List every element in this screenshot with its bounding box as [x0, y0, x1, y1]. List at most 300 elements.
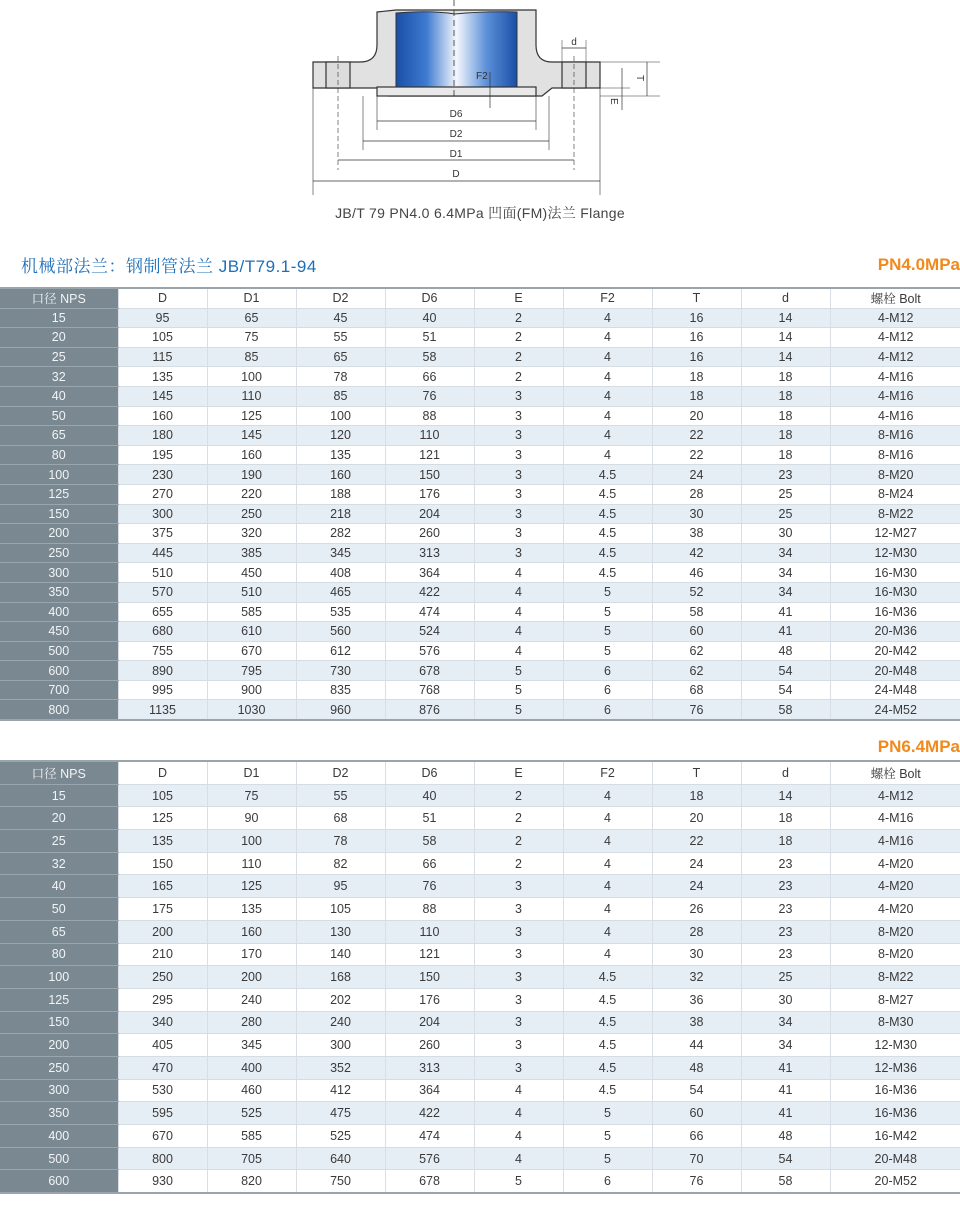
- table-cell: 820: [207, 1170, 296, 1193]
- table-cell: 54: [741, 661, 830, 681]
- label-d1: D1: [449, 149, 463, 160]
- table-cell: 100: [296, 406, 385, 426]
- table-cell: 460: [207, 1079, 296, 1102]
- table-cell: 2: [474, 347, 563, 367]
- table-cell: 135: [207, 898, 296, 921]
- table-cell: 38: [652, 524, 741, 544]
- table-row: [0, 830, 960, 853]
- table-cell: 6: [563, 661, 652, 681]
- table-cell: 890: [118, 661, 207, 681]
- table-cell: 4-M12: [830, 328, 960, 348]
- table-cell: 5: [563, 641, 652, 661]
- table-cell: 4: [563, 920, 652, 943]
- table-cell: 200: [207, 966, 296, 989]
- table-cell: 385: [207, 543, 296, 563]
- table-cell: 100: [207, 367, 296, 387]
- table-cell: 4.5: [563, 543, 652, 563]
- table-header-row: [0, 288, 960, 308]
- table-cell: 41: [741, 1056, 830, 1079]
- nps-cell: 50: [0, 898, 118, 921]
- table-cell: 200: [118, 920, 207, 943]
- table-cell: 18: [741, 406, 830, 426]
- table-cell: 470: [118, 1056, 207, 1079]
- table-cell: 3: [474, 484, 563, 504]
- table-cell: 12-M36: [830, 1056, 960, 1079]
- table-cell: 560: [296, 622, 385, 642]
- table-cell: 240: [296, 1011, 385, 1034]
- table-cell: 4-M12: [830, 347, 960, 367]
- table-row: [0, 465, 960, 485]
- table-cell: 23: [741, 920, 830, 943]
- table-cell: 3: [474, 543, 563, 563]
- table-row: [0, 807, 960, 830]
- table-cell: 3: [474, 524, 563, 544]
- table-cell: 345: [296, 543, 385, 563]
- table-cell: 44: [652, 1034, 741, 1057]
- table-cell: 218: [296, 504, 385, 524]
- section-title: 机械部法兰：钢制管法兰 JB/T79.1-94: [21, 257, 317, 276]
- table-cell: 230: [118, 465, 207, 485]
- table-cell: 58: [741, 1170, 830, 1193]
- table-cell: 58: [385, 830, 474, 853]
- table-cell: 48: [741, 1125, 830, 1148]
- table-cell: 4: [563, 830, 652, 853]
- table-cell: 4: [474, 622, 563, 642]
- nps-cell: 450: [0, 622, 118, 642]
- table-row: [0, 426, 960, 446]
- nps-cell: 200: [0, 1034, 118, 1057]
- table-cell: 930: [118, 1170, 207, 1193]
- table-cell: 8-M22: [830, 966, 960, 989]
- nps-cell: 32: [0, 852, 118, 875]
- table-row: [0, 1102, 960, 1125]
- table-cell: 612: [296, 641, 385, 661]
- table-cell: 135: [296, 445, 385, 465]
- table-cell: 25: [741, 484, 830, 504]
- nps-cell: 125: [0, 988, 118, 1011]
- table-cell: 960: [296, 700, 385, 720]
- nps-cell: 400: [0, 602, 118, 622]
- table-cell: 412: [296, 1079, 385, 1102]
- table-cell: 755: [118, 641, 207, 661]
- table-row: [0, 386, 960, 406]
- table-cell: 8-M30: [830, 1011, 960, 1034]
- table-cell: 16-M42: [830, 1125, 960, 1148]
- table-row: [0, 920, 960, 943]
- table-cell: 2: [474, 830, 563, 853]
- table-cell: 16-M30: [830, 582, 960, 602]
- table-cell: 640: [296, 1147, 385, 1170]
- table-cell: 25: [741, 966, 830, 989]
- table-cell: 22: [652, 445, 741, 465]
- nps-cell: 500: [0, 1147, 118, 1170]
- table-cell: 20-M36: [830, 622, 960, 642]
- table-cell: 76: [385, 386, 474, 406]
- table-cell: 8-M20: [830, 465, 960, 485]
- table-cell: 4-M16: [830, 367, 960, 387]
- table-cell: 300: [118, 504, 207, 524]
- column-header: 口径 NPS: [0, 288, 118, 308]
- table-row: [0, 784, 960, 807]
- table-cell: 210: [118, 943, 207, 966]
- table-cell: 160: [207, 445, 296, 465]
- table-cell: 22: [652, 830, 741, 853]
- nps-cell: 125: [0, 484, 118, 504]
- table-cell: 4: [563, 445, 652, 465]
- table-cell: 32: [652, 966, 741, 989]
- table-cell: 2: [474, 308, 563, 328]
- table-cell: 5: [563, 602, 652, 622]
- table-cell: 20-M52: [830, 1170, 960, 1193]
- nps-cell: 800: [0, 700, 118, 720]
- table-cell: 105: [118, 328, 207, 348]
- table-cell: 125: [207, 875, 296, 898]
- table-cell: 474: [385, 1125, 474, 1148]
- table-cell: 60: [652, 1102, 741, 1125]
- table-cell: 54: [741, 1147, 830, 1170]
- column-header: D6: [385, 761, 474, 784]
- table-cell: 36: [652, 988, 741, 1011]
- table-cell: 175: [118, 898, 207, 921]
- diagram-caption: JB/T 79 PN4.0 6.4MPa 凹面(FM)法兰 Flange: [335, 205, 625, 221]
- table-cell: 4: [563, 367, 652, 387]
- nps-cell: 100: [0, 465, 118, 485]
- table-cell: 4.5: [563, 1034, 652, 1057]
- nps-cell: 150: [0, 1011, 118, 1034]
- table-cell: 90: [207, 807, 296, 830]
- table-row: [0, 622, 960, 642]
- table-cell: 160: [118, 406, 207, 426]
- column-header: E: [474, 761, 563, 784]
- table-cell: 34: [741, 1034, 830, 1057]
- table-row: [0, 1034, 960, 1057]
- table-cell: 180: [118, 426, 207, 446]
- nps-cell: 80: [0, 445, 118, 465]
- table-cell: 121: [385, 943, 474, 966]
- table-cell: 12-M27: [830, 524, 960, 544]
- table-cell: 835: [296, 680, 385, 700]
- table-cell: 750: [296, 1170, 385, 1193]
- table-cell: 876: [385, 700, 474, 720]
- table-cell: 585: [207, 602, 296, 622]
- table-cell: 4: [563, 347, 652, 367]
- table-cell: 4: [563, 308, 652, 328]
- nps-cell: 600: [0, 1170, 118, 1193]
- table-cell: 6: [563, 700, 652, 720]
- table-cell: 34: [741, 582, 830, 602]
- label-bolt-hole-d: d: [571, 37, 577, 48]
- nps-cell: 350: [0, 1102, 118, 1125]
- table-cell: 3: [474, 1011, 563, 1034]
- table-cell: 4-M20: [830, 898, 960, 921]
- table-cell: 260: [385, 1034, 474, 1057]
- table-cell: 1135: [118, 700, 207, 720]
- table-cell: 220: [207, 484, 296, 504]
- nps-cell: 25: [0, 347, 118, 367]
- table-cell: 20: [652, 807, 741, 830]
- table-cell: 170: [207, 943, 296, 966]
- table-cell: 150: [385, 465, 474, 485]
- table-cell: 16: [652, 308, 741, 328]
- table-cell: 66: [652, 1125, 741, 1148]
- table-cell: 4-M20: [830, 875, 960, 898]
- table-cell: 150: [118, 852, 207, 875]
- table-cell: 313: [385, 543, 474, 563]
- table-cell: 55: [296, 328, 385, 348]
- table-cell: 76: [385, 875, 474, 898]
- table-row: [0, 406, 960, 426]
- table-cell: 2: [474, 852, 563, 875]
- table-cell: 135: [118, 367, 207, 387]
- table-cell: 4.5: [563, 1056, 652, 1079]
- table-cell: 18: [741, 830, 830, 853]
- table-cell: 68: [296, 807, 385, 830]
- table-cell: 16-M30: [830, 563, 960, 583]
- table-cell: 204: [385, 1011, 474, 1034]
- nps-cell: 20: [0, 328, 118, 348]
- table-cell: 30: [741, 524, 830, 544]
- nps-cell: 700: [0, 680, 118, 700]
- table-cell: 768: [385, 680, 474, 700]
- table-cell: 78: [296, 830, 385, 853]
- table-cell: 282: [296, 524, 385, 544]
- table-cell: 610: [207, 622, 296, 642]
- table-cell: 5: [474, 1170, 563, 1193]
- table-cell: 24: [652, 465, 741, 485]
- table-cell: 95: [118, 308, 207, 328]
- table-row: [0, 680, 960, 700]
- table-row: [0, 582, 960, 602]
- table-cell: 160: [207, 920, 296, 943]
- table-cell: 28: [652, 920, 741, 943]
- table-cell: 16: [652, 328, 741, 348]
- column-header: D: [118, 761, 207, 784]
- table-cell: 340: [118, 1011, 207, 1034]
- table-cell: 65: [207, 308, 296, 328]
- nps-cell: 300: [0, 1079, 118, 1102]
- nps-cell: 500: [0, 641, 118, 661]
- label-d6: D6: [449, 109, 463, 120]
- table-cell: 76: [652, 700, 741, 720]
- table-cell: 4: [563, 328, 652, 348]
- table-cell: 51: [385, 328, 474, 348]
- table-cell: 8-M20: [830, 920, 960, 943]
- table-cell: 34: [741, 1011, 830, 1034]
- nps-cell: 50: [0, 406, 118, 426]
- table-cell: 730: [296, 661, 385, 681]
- table-cell: 4: [474, 1102, 563, 1125]
- table-cell: 18: [741, 386, 830, 406]
- table-row: [0, 943, 960, 966]
- spec-table-pn64: [0, 760, 960, 1194]
- table-cell: 2: [474, 328, 563, 348]
- nps-cell: 25: [0, 830, 118, 853]
- column-header: D2: [296, 288, 385, 308]
- table-cell: 4-M12: [830, 308, 960, 328]
- table-cell: 3: [474, 445, 563, 465]
- table-cell: 145: [118, 386, 207, 406]
- table-cell: 54: [652, 1079, 741, 1102]
- column-header: D6: [385, 288, 474, 308]
- table-cell: 680: [118, 622, 207, 642]
- table-cell: 250: [207, 504, 296, 524]
- table-row: [0, 367, 960, 387]
- table-cell: 66: [385, 852, 474, 875]
- table-cell: 105: [118, 784, 207, 807]
- nps-cell: 80: [0, 943, 118, 966]
- nps-cell: 15: [0, 784, 118, 807]
- table-cell: 535: [296, 602, 385, 622]
- table-cell: 4: [563, 875, 652, 898]
- table-cell: 110: [385, 920, 474, 943]
- table-cell: 135: [118, 830, 207, 853]
- table-cell: 524: [385, 622, 474, 642]
- table-cell: 18: [652, 386, 741, 406]
- pressure-rating-pn64: PN6.4MPa: [877, 737, 960, 756]
- table-cell: 40: [385, 784, 474, 807]
- table-cell: 4: [563, 784, 652, 807]
- table-cell: 1030: [207, 700, 296, 720]
- table-cell: 18: [741, 445, 830, 465]
- table-cell: 4.5: [563, 524, 652, 544]
- table-cell: 525: [207, 1102, 296, 1125]
- table-row: [0, 308, 960, 328]
- table-cell: 5: [563, 1102, 652, 1125]
- table-cell: 4: [563, 386, 652, 406]
- table-cell: 23: [741, 898, 830, 921]
- table-cell: 510: [207, 582, 296, 602]
- table-cell: 422: [385, 582, 474, 602]
- table-row: [0, 543, 960, 563]
- table-cell: 8-M22: [830, 504, 960, 524]
- table-cell: 4: [563, 426, 652, 446]
- nps-cell: 20: [0, 807, 118, 830]
- table-cell: 4.5: [563, 465, 652, 485]
- table-cell: 23: [741, 875, 830, 898]
- table-cell: 4.5: [563, 563, 652, 583]
- table-cell: 24-M48: [830, 680, 960, 700]
- table-cell: 450: [207, 563, 296, 583]
- table-cell: 12-M30: [830, 1034, 960, 1057]
- table-cell: 320: [207, 524, 296, 544]
- table-cell: 88: [385, 406, 474, 426]
- table-cell: 45: [296, 308, 385, 328]
- table-cell: 4: [563, 807, 652, 830]
- table-cell: 530: [118, 1079, 207, 1102]
- table-cell: 2: [474, 784, 563, 807]
- table-cell: 202: [296, 988, 385, 1011]
- table-cell: 3: [474, 386, 563, 406]
- label-f2: F2: [476, 71, 488, 82]
- table-cell: 8-M27: [830, 988, 960, 1011]
- table-cell: 4.5: [563, 988, 652, 1011]
- table-cell: 4: [474, 563, 563, 583]
- table-cell: 30: [741, 988, 830, 1011]
- nps-cell: 32: [0, 367, 118, 387]
- table-cell: 364: [385, 563, 474, 583]
- table-cell: 3: [474, 1056, 563, 1079]
- table-row: [0, 966, 960, 989]
- table-cell: 85: [207, 347, 296, 367]
- table-cell: 110: [207, 852, 296, 875]
- table-cell: 46: [652, 563, 741, 583]
- table-cell: 30: [652, 943, 741, 966]
- table-cell: 670: [118, 1125, 207, 1148]
- table-cell: 3: [474, 943, 563, 966]
- table-row: [0, 563, 960, 583]
- table-cell: 176: [385, 484, 474, 504]
- column-header: D1: [207, 761, 296, 784]
- table-cell: 3: [474, 406, 563, 426]
- table-cell: 5: [474, 700, 563, 720]
- table-cell: 800: [118, 1147, 207, 1170]
- nps-cell: 40: [0, 386, 118, 406]
- table-cell: 22: [652, 426, 741, 446]
- table-cell: 576: [385, 1147, 474, 1170]
- table-cell: 4.5: [563, 1079, 652, 1102]
- nps-cell: 40: [0, 875, 118, 898]
- table-cell: 352: [296, 1056, 385, 1079]
- table-cell: 16-M36: [830, 1102, 960, 1125]
- table-cell: 445: [118, 543, 207, 563]
- nps-cell: 65: [0, 426, 118, 446]
- table-cell: 8-M16: [830, 445, 960, 465]
- table-cell: 510: [118, 563, 207, 583]
- spec-table-pn40: [0, 287, 960, 721]
- table-cell: 16-M36: [830, 1079, 960, 1102]
- table-cell: 130: [296, 920, 385, 943]
- table-cell: 75: [207, 328, 296, 348]
- table-cell: 3: [474, 1034, 563, 1057]
- column-header: F2: [563, 288, 652, 308]
- table-cell: 140: [296, 943, 385, 966]
- table-cell: 95: [296, 875, 385, 898]
- table-cell: 475: [296, 1102, 385, 1125]
- table-cell: 705: [207, 1147, 296, 1170]
- table-cell: 58: [652, 602, 741, 622]
- table-cell: 400: [207, 1056, 296, 1079]
- table-cell: 670: [207, 641, 296, 661]
- table-cell: 300: [296, 1034, 385, 1057]
- table-cell: 280: [207, 1011, 296, 1034]
- table-cell: 20-M42: [830, 641, 960, 661]
- table-cell: 5: [563, 1147, 652, 1170]
- table-cell: 4.5: [563, 504, 652, 524]
- column-header: D1: [207, 288, 296, 308]
- table-cell: 5: [563, 1125, 652, 1148]
- table-cell: 24: [652, 875, 741, 898]
- table-cell: 313: [385, 1056, 474, 1079]
- table-cell: 78: [296, 367, 385, 387]
- table-cell: 570: [118, 582, 207, 602]
- table-cell: 3: [474, 898, 563, 921]
- pressure-rating-pn40: PN4.0MPa: [877, 255, 960, 274]
- table-cell: 678: [385, 1170, 474, 1193]
- table-cell: 14: [741, 784, 830, 807]
- table-cell: 260: [385, 524, 474, 544]
- table-cell: 40: [385, 308, 474, 328]
- table-cell: 595: [118, 1102, 207, 1125]
- table-cell: 18: [652, 784, 741, 807]
- table-row: [0, 602, 960, 622]
- table-header-row: [0, 761, 960, 784]
- table-cell: 4: [474, 602, 563, 622]
- table-cell: 405: [118, 1034, 207, 1057]
- table-cell: 422: [385, 1102, 474, 1125]
- table-row: [0, 898, 960, 921]
- table-cell: 4.5: [563, 484, 652, 504]
- nps-cell: 100: [0, 966, 118, 989]
